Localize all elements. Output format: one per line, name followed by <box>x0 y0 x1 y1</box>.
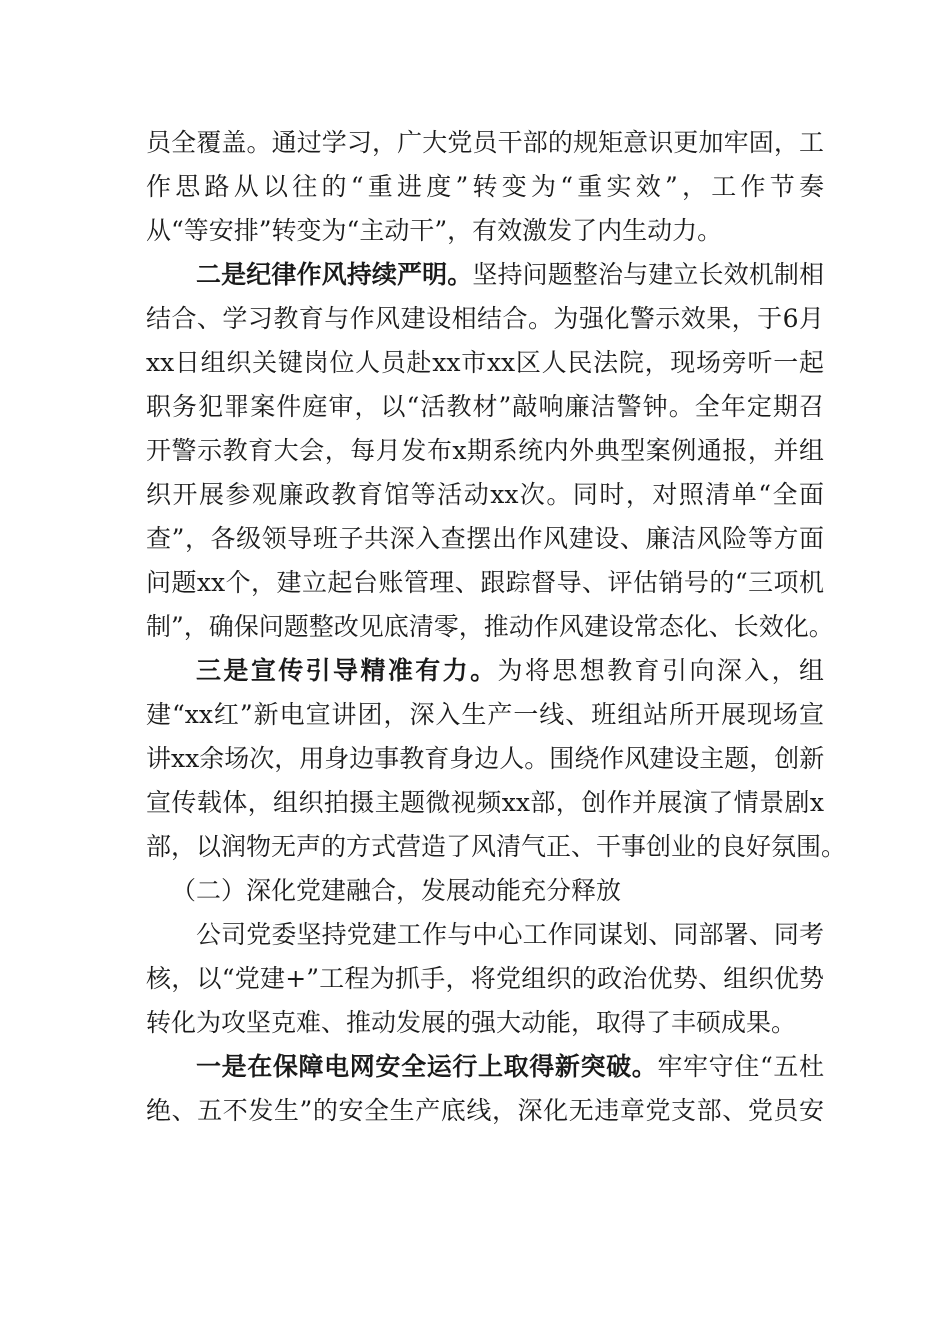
paragraph-line: 员全覆盖。通过学习，广大党员干部的规矩意识更加牢固，工 <box>146 128 824 157</box>
paragraph-line: 公司党委坚持党建工作与中心工作同谋划、同部署、同考 <box>196 920 824 949</box>
paragraph-text: 坚持问题整治与建立长效机制相 <box>472 260 824 289</box>
paragraph-text: 牢牢守住“五杜 <box>657 1052 824 1081</box>
section-heading-text: （二）深化党建融合，发展动能充分释放 <box>171 876 622 905</box>
paragraph-line: 作思路从以往的“重进度”转变为“重实效”，工作节奏 <box>146 172 824 201</box>
paragraph-line: xx日组织关键岗位人员赴xx市xx区人民法院，现场旁听一起 <box>146 348 824 377</box>
paragraph-line: 职务犯罪案件庭审，以“活教材”敲响廉洁警钟。全年定期召 <box>146 392 824 421</box>
paragraph-line: 织开展参观廉政教育馆等活动xx次。同时，对照清单“全面 <box>146 480 824 509</box>
document-body <box>146 121 847 1133</box>
paragraph-line: 问题xx个，建立起台账管理、跟踪督导、评估销号的“三项机 <box>146 568 824 597</box>
paragraph-line: 查”，各级领导班子共深入查摆出作风建设、廉洁风险等方面 <box>146 524 824 553</box>
paragraph-line: 讲xx余场次，用身边事教育身边人。围绕作风建设主题，创新 <box>146 744 825 773</box>
paragraph-lead-heading: 二是纪律作风持续严明。 <box>196 260 473 289</box>
paragraph-lead-heading: 三是宣传引导精准有力。 <box>196 656 498 685</box>
paragraph-line: 宣传载体，组织拍摄主题微视频xx部，创作并展演了情景剧x <box>146 788 824 817</box>
paragraph-lead-heading: 一是在保障电网安全运行上取得新突破。 <box>196 1052 658 1081</box>
paragraph-line <box>146 649 824 693</box>
paragraph-line <box>146 1045 824 1089</box>
paragraph-text: 为将思想教育引向深入，组 <box>497 656 824 685</box>
paragraph-line: 部，以润物无声的方式营造了风清气正、干事创业的良好氛围。 <box>146 832 847 861</box>
paragraph-line: 从“等安排”转变为“主动干”，有效激发了内生动力。 <box>146 216 723 245</box>
paragraph-line: 结合、学习教育与作风建设相结合。为强化警示效果，于6月 <box>146 304 824 333</box>
paragraph-line: 转化为攻坚克难、推动发展的强大动能，取得了丰硕成果。 <box>146 1008 797 1037</box>
paragraph-line <box>146 253 824 297</box>
section-heading <box>146 869 824 913</box>
paragraph-line: 制”，确保问题整改见底清零，推动作风建设常态化、长效化。 <box>146 612 834 641</box>
paragraph-line: 绝、五不发生”的安全生产底线，深化无违章党支部、党员安 <box>146 1096 824 1125</box>
paragraph-line: 核，以“党建+”工程为抓手，将党组织的政治优势、组织优势 <box>146 964 824 993</box>
paragraph-line: 建“xx红”新电宣讲团，深入生产一线、班组站所开展现场宣 <box>146 700 824 729</box>
paragraph-line: 开警示教育大会，每月发布x期系统内外典型案例通报，并组 <box>146 436 824 465</box>
